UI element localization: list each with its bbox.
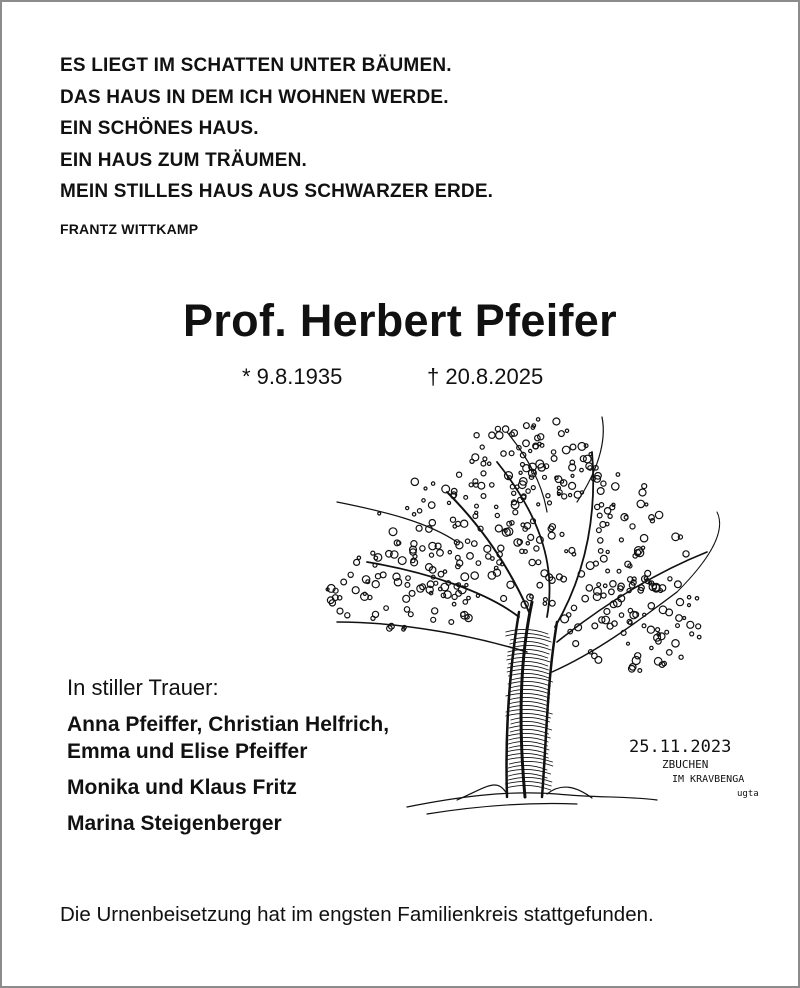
leaf-scribble [354,559,360,565]
mourners-list [67,711,389,837]
leaf-scribble [672,640,679,647]
leaf-scribble [624,516,628,520]
leaf-scribble [403,595,410,602]
leaf-scribble [461,520,468,527]
leaf-scribble [456,521,461,526]
leaf-scribble [630,524,635,529]
sketch-signature: ZBUCHEN [662,758,709,771]
leaf-scribble [475,504,479,508]
leaf-scribble [551,450,555,454]
leaf-scribble [569,494,572,497]
leaf-scribble [645,570,651,576]
leaf-scribble [495,505,498,508]
leaf-scribble [467,553,474,560]
leaf-scribble [695,597,698,600]
trunk-hatch [509,761,553,766]
leaf-scribble [406,507,409,510]
leaf-scribble [437,550,444,557]
leaf-scribble [491,557,495,561]
leaf-scribble [569,482,576,489]
leaf-scribble [562,494,567,499]
leaf-scribble [529,559,535,565]
leaf-scribble [597,528,602,533]
leaf-scribble [562,446,570,454]
leaf-scribble [450,517,455,522]
leaf-scribble [337,608,343,614]
leaf-scribble [599,503,603,507]
leaf-scribble [679,655,683,659]
leaf-scribble [448,551,451,554]
leaf-scribble [474,433,479,438]
birth-date: * 9.8.1935 [242,364,343,389]
leaf-scribble [567,613,571,617]
leaf-scribble [537,503,540,506]
leaf-scribble [408,612,413,617]
leaf-scribble [524,550,528,554]
leaf-scribble [597,488,604,495]
leaf-scribble [647,626,654,633]
leaf-scribble [601,481,606,486]
leaf-scribble [529,449,532,452]
leaf-scribble [405,583,410,588]
leaf-scribble [543,602,547,606]
leaf-scribble [627,642,630,645]
leaf-scribble [429,520,435,526]
leaf-scribble [544,598,548,602]
leaf-scribble [592,623,598,629]
leaf-scribble [616,473,620,477]
leaf-scribble [655,511,662,518]
leaf-scribble [465,584,468,587]
leaf-scribble [570,444,576,450]
leaf-scribble [481,461,486,466]
leaf-scribble [495,525,502,532]
leaf-scribble [526,542,529,545]
leaf-scribble [452,602,456,606]
leaf-scribble [541,570,548,577]
leaf-scribble [667,650,673,656]
leaf-scribble [632,577,636,581]
leaf-scribble [469,483,473,487]
leaf-scribble [431,617,436,622]
leaf-scribble [449,620,454,625]
leaf-scribble [533,444,538,449]
leaf-scribble [650,646,653,649]
leaf-scribble [598,549,603,554]
leaf-scribble [656,628,660,632]
leaf-scribble [642,484,647,489]
leaf-scribble [648,603,654,609]
leaf-scribble [472,541,478,547]
leaf-scribble [447,501,450,504]
leaf-scribble [348,572,353,577]
leaf-scribble [676,599,683,606]
leaf-scribble [509,451,514,456]
leaf-scribble [416,525,422,531]
leaf-scribble [600,555,607,562]
leaf-scribble [536,418,539,421]
leaf-scribble [501,596,507,602]
leaf-scribble [455,555,460,560]
leaf-scribble [422,499,425,502]
poem-author: FRANTZ WITTKAMP [60,221,199,237]
leaf-scribble [553,418,560,425]
leaf-scribble [697,635,701,639]
leaf-scribble [604,508,610,514]
leaf-scribble [398,557,406,565]
poem-line: MEIN STILLES HAUS AUS SCHWARZER ERDE. [60,181,494,202]
leaf-scribble [627,619,632,624]
leaf-scribble [467,596,471,600]
leaf-scribble [481,471,486,476]
leaf-scribble [551,456,557,462]
leaf-scribble [513,510,518,515]
leaf-scribble [411,478,418,485]
leaf-scribble [366,580,370,584]
leaf-scribble [609,589,615,595]
leaf-scribble [429,553,433,557]
leaf-scribble [420,546,425,551]
funeral-note: Die Urnenbeisetzung hat im engsten Familienkreis stattgefunden. [60,903,654,926]
leaf-scribble [597,513,602,518]
poem-line: EIN SCHÖNES HAUS. [60,118,259,139]
leaf-scribble [640,535,647,542]
leaf-scribble [571,474,574,477]
leaf-scribble [538,434,544,440]
leaf-scribble [523,440,530,447]
sketch-signature: IM KRAVBENGA [672,774,745,785]
leaf-scribble [675,581,682,588]
sketch-signature: 25.11.2023 [629,737,732,757]
leaf-scribble [502,426,508,432]
leaf-scribble [406,576,411,581]
leaf-scribble [404,607,409,612]
leaf-scribble [478,482,485,489]
leaf-scribble [464,496,468,500]
leaf-scribble [580,468,584,472]
leaf-scribble [612,621,617,626]
leaf-scribble [496,432,503,439]
sketch-signature: ugta [737,789,759,799]
leaf-scribble [371,551,375,555]
leaf-scribble [668,577,672,581]
leaf-scribble [389,528,397,536]
mourning-label: In stiller Trauer: [67,675,219,700]
leaf-scribble [384,606,389,611]
leaf-scribble [610,581,616,587]
leaf-scribble [498,545,504,551]
leaf-scribble [471,572,478,579]
poem-line: DAS HAUS IN DEM ICH WOHNEN WERDE. [60,86,449,108]
leaf-scribble [690,632,694,636]
leaf-scribble [584,455,592,463]
leaf-scribble [375,574,380,579]
leaf-scribble [602,616,610,624]
mourner-line: Anna Pfeiffer, Christian Helfrich, [67,713,390,736]
leaf-scribble [412,513,415,516]
leaf-scribble [665,630,669,634]
leaf-scribble [524,423,530,429]
leaf-scribble [637,500,644,507]
leaf-scribble [540,444,544,448]
leaf-scribble [598,538,603,543]
leaf-scribble [424,487,427,490]
leaf-scribble [683,617,686,620]
mourner-line: Monika und Klaus Fritz [67,776,297,799]
leaf-scribble [639,489,646,496]
leaf-scribble [593,593,601,601]
leaf-scribble [548,501,552,505]
leaf-scribble [428,502,435,509]
leaf-scribble [352,587,359,594]
poem [60,50,493,208]
leaf-scribble [582,595,589,602]
leaf-scribble [417,509,421,513]
leaf-scribble [572,552,576,556]
death-date: † 20.8.2025 [427,364,544,389]
leaf-scribble [531,486,535,490]
leaf-scribble [573,641,579,647]
leaf-scribble [619,538,623,542]
leaf-scribble [608,514,612,518]
leaf-scribble [501,451,506,456]
leaf-scribble [617,569,621,573]
leaf-scribble [606,550,609,553]
leaf-scribble [380,572,386,578]
leaf-scribble [463,600,468,605]
leaf-scribble [548,532,555,539]
leaf-scribble [443,570,446,573]
leaf-scribble [507,581,514,588]
leaf-scribble [688,604,691,607]
leaf-scribble [559,431,565,437]
leaf-scribble [465,539,469,543]
leaf-scribble [586,585,592,591]
leaf-scribble [489,432,495,438]
leaf-scribble [592,653,598,659]
leaf-scribble [481,494,486,499]
leaf-scribble [683,551,689,557]
leaf-scribble [442,485,450,493]
leaf-scribble [606,569,610,573]
leaf-scribble [659,606,667,614]
leaf-scribble [612,483,619,490]
leaf-scribble [560,532,564,536]
leaf-scribble [494,566,498,570]
leaf-scribble [528,534,534,540]
leaf-scribble [565,550,568,553]
leaf-scribble [488,462,491,465]
poem-line: EIN HAUS ZUM TRÄUMEN. [60,149,307,171]
leaf-scribble [543,475,547,479]
leaf-scribble [345,613,350,618]
mourner-line: Emma und Elise Pfeiffer [67,740,308,763]
leaf-scribble [363,592,366,595]
leaf-scribble [480,445,484,449]
leaf-scribble [484,545,491,552]
leaf-scribble [601,593,606,598]
leaf-scribble [628,621,632,625]
leaf-scribble [603,584,607,588]
leaf-scribble [638,669,642,673]
leaf-scribble [490,483,494,487]
leaf-scribble [536,560,541,565]
leaf-scribble [409,591,415,597]
leaf-scribble [571,605,576,610]
leaf-scribble [441,583,449,591]
leaf-scribble [432,608,438,614]
leaf-scribble [526,489,530,493]
poem-line: ES LIEGT IM SCHATTEN UNTER BÄUMEN. [60,55,452,76]
leaf-scribble [519,471,522,474]
leaf-scribble [565,429,568,432]
leaf-scribble [635,653,641,659]
leaf-scribble [557,486,560,489]
leaf-scribble [361,593,369,601]
leaf-scribble [604,609,610,615]
leaf-scribble [537,582,543,588]
leaf-scribble [372,581,379,588]
leaf-scribble [476,561,481,566]
leaf-scribble [457,472,462,477]
leaf-scribble [549,600,555,606]
leaf-scribble [472,454,479,461]
leaf-scribble [534,546,539,551]
leaf-scribble [645,503,648,506]
leaf-scribble [378,512,381,515]
leaf-scribble [687,596,690,599]
leaf-scribble [597,583,601,587]
leaf-scribble [341,579,347,585]
leaf-scribble [654,658,662,666]
leaf-scribble [676,624,680,628]
leaf-scribble [696,624,701,629]
leaf-scribble [431,482,434,485]
mourner-line: Marina Steigenberger [67,812,282,835]
leaf-scribble [512,491,516,495]
leaf-scribble [619,613,623,617]
deceased-name: Prof. Herbert Pfeifer [183,295,617,346]
leaf-scribble [461,573,469,581]
leaf-scribble [687,621,694,628]
leaf-scribble [483,457,487,461]
leaf-scribble [495,426,500,431]
leaf-scribble [495,513,499,517]
leaf-scribble [546,494,550,498]
leaf-scribble [676,615,683,622]
leaf-scribble [642,624,646,628]
leaf-scribble [605,522,609,526]
